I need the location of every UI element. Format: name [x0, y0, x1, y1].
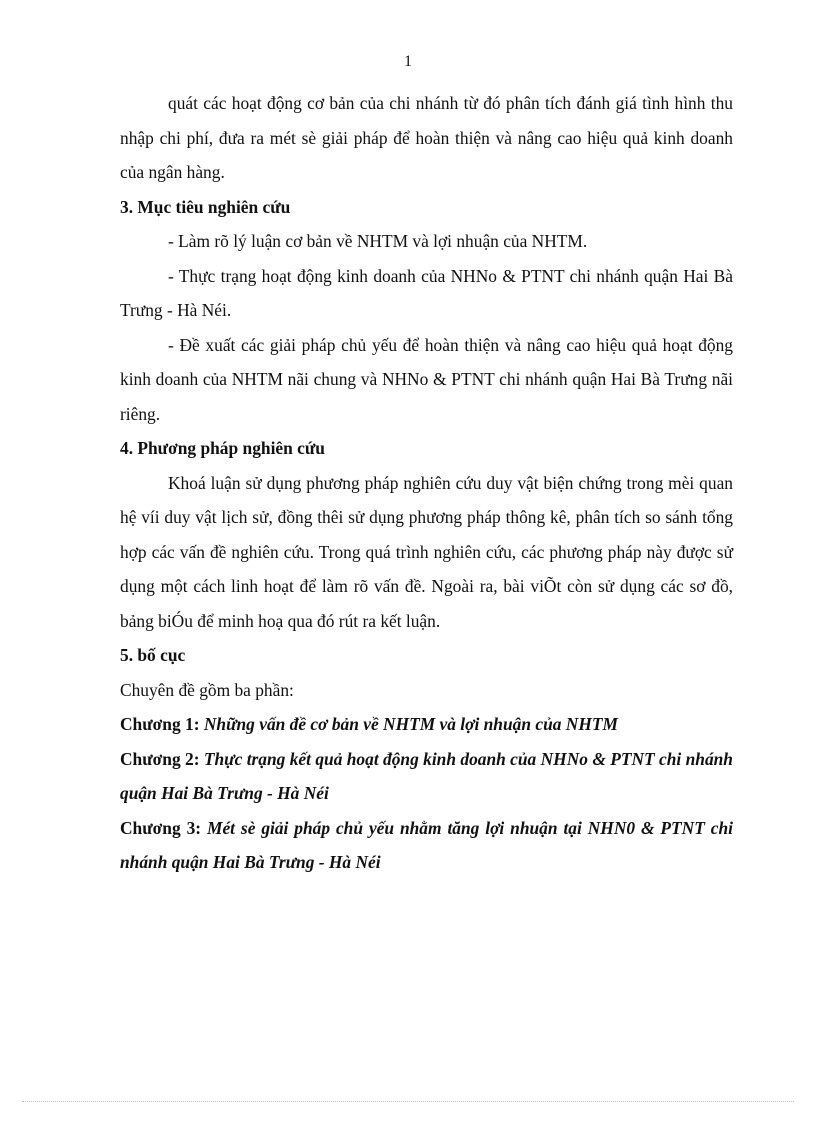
- structure-intro: Chuyên đề gồm ba phần:: [120, 679, 294, 700]
- chapter-2: [120, 742, 733, 811]
- objectives-heading: 3. Mục tiêu nghiên cứu: [120, 196, 291, 217]
- objective-item-2: - Thực trạng hoạt động kinh doanh của NHNo & PTNT chi nhánh quận Hai Bà Trưng - Hà Néi.: [120, 265, 733, 320]
- methods-heading: 4. Phương pháp nghiên cứu: [120, 438, 325, 458]
- intro-paragraph: quát các hoạt động cơ bản của chi nhánh từ đó phân tích đánh giá tình hình thu nhập chi phí, đưa ra mét sè giải pháp để hoàn thiện và nâng cao hiệu quả kinh doanh của ngân hàng.: [120, 93, 733, 182]
- methods-paragraph: Khoá luận sử dụng phương pháp nghiên cứu duy vật biện chứng trong mèi quan hệ víi duy vật lịch sử, đồng thêi sử dụng phương pháp thông kê, phân tích so sánh tổng hợp các vấn đề nghiên cứu. Trong quá trình nghiên cứu, các phương pháp này được sử dụng một cách linh hoạt để làm rõ vấn đề. Ngoài ra, bài viÕt còn sử dụng các sơ đồ, bảng biÓu để minh hoạ qua đó rút ra kết luận.: [120, 472, 733, 631]
- footer-divider: [22, 1101, 794, 1102]
- chapter-title: Mét sè giải pháp chủ yếu nhằm tăng lợi nhuận tại NHN0 & PTNT chi nhánh quận Hai Bà Trưng - Hà Néi: [120, 817, 733, 872]
- page-number: 1: [404, 53, 412, 70]
- objective-item-3: - Đề xuất các giải pháp chủ yếu để hoàn thiện và nâng cao hiệu quả hoạt động kinh doanh của NHTM nãi chung và NHNo & PTNT chi nhánh quận Hai Bà Trưng nãi riêng.: [120, 334, 733, 424]
- chapter-label: Chương 2:: [120, 748, 200, 769]
- objective-item-1: - Làm rõ lý luận cơ bản về NHTM và lợi nhuận của NHTM.: [168, 231, 588, 251]
- chapter-label: Chương 3:: [120, 817, 202, 838]
- chapter-label: Chương 1:: [120, 714, 200, 734]
- chapter-1: [120, 707, 733, 742]
- chapter-3: [120, 811, 733, 880]
- document-body: [120, 86, 733, 880]
- chapter-title: Những vấn đề cơ bản về NHTM và lợi nhuận của NHTM: [203, 714, 618, 734]
- chapter-title: Thực trạng kết quả hoạt động kinh doanh của NHNo & PTNT chi nhánh quận Hai Bà Trưng - Hà Néi: [120, 748, 733, 803]
- structure-heading: 5. bố cục: [120, 645, 186, 665]
